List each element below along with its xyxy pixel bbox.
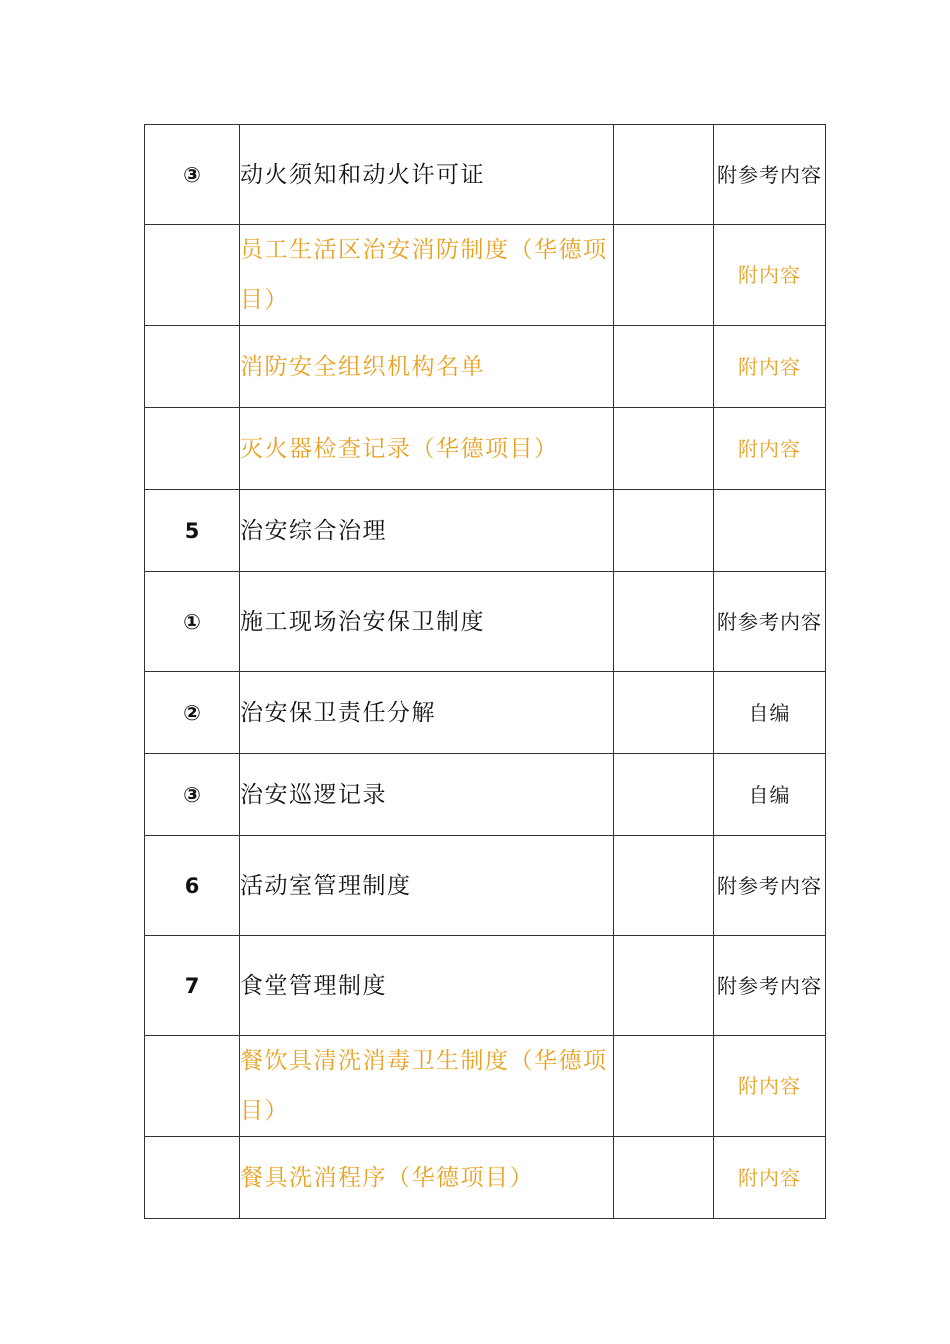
blank-cell [614, 326, 714, 408]
item-number [145, 1137, 240, 1219]
item-title: 员工生活区治安消防制度（华德项目） [240, 225, 614, 326]
item-title: 餐饮具清洗消毒卫生制度（华德项目） [240, 1036, 614, 1137]
item-number: 5 [145, 490, 240, 572]
item-title: 治安综合治理 [240, 490, 614, 572]
item-remark: 附内容 [714, 408, 826, 490]
table-row [145, 490, 826, 572]
item-remark: 自编 [714, 754, 826, 836]
table-row [145, 1036, 826, 1137]
checklist-table [144, 124, 826, 1219]
table-row [145, 326, 826, 408]
blank-cell [614, 754, 714, 836]
blank-cell [614, 572, 714, 672]
item-remark: 附内容 [714, 225, 826, 326]
blank-cell [614, 490, 714, 572]
item-title: 食堂管理制度 [240, 936, 614, 1036]
item-title: 灭火器检查记录（华德项目） [240, 408, 614, 490]
table-row [145, 225, 826, 326]
blank-cell [614, 672, 714, 754]
table-row [145, 1137, 826, 1219]
blank-cell [614, 1036, 714, 1137]
item-remark: 附参考内容 [714, 125, 826, 225]
table-row [145, 936, 826, 1036]
item-title: 动火须知和动火许可证 [240, 125, 614, 225]
blank-cell [614, 936, 714, 1036]
blank-cell [614, 836, 714, 936]
table-row [145, 408, 826, 490]
item-title: 消防安全组织机构名单 [240, 326, 614, 408]
item-remark: 附内容 [714, 1036, 826, 1137]
table-row [145, 754, 826, 836]
item-remark: 附参考内容 [714, 936, 826, 1036]
item-number [145, 326, 240, 408]
item-number: ③ [145, 125, 240, 225]
item-number: ② [145, 672, 240, 754]
item-remark: 附参考内容 [714, 572, 826, 672]
blank-cell [614, 408, 714, 490]
item-number [145, 408, 240, 490]
table-row [145, 125, 826, 225]
blank-cell [614, 125, 714, 225]
table-row [145, 836, 826, 936]
blank-cell [614, 225, 714, 326]
item-title: 治安保卫责任分解 [240, 672, 614, 754]
item-title: 餐具洗消程序（华德项目） [240, 1137, 614, 1219]
table-row [145, 672, 826, 754]
item-number: ① [145, 572, 240, 672]
item-remark [714, 490, 826, 572]
item-remark: 附内容 [714, 326, 826, 408]
item-title: 活动室管理制度 [240, 836, 614, 936]
item-remark: 附内容 [714, 1137, 826, 1219]
item-title: 治安巡逻记录 [240, 754, 614, 836]
item-number: 7 [145, 936, 240, 1036]
blank-cell [614, 1137, 714, 1219]
item-remark: 附参考内容 [714, 836, 826, 936]
item-number: 6 [145, 836, 240, 936]
item-remark: 自编 [714, 672, 826, 754]
table-row [145, 572, 826, 672]
item-number: ③ [145, 754, 240, 836]
item-title: 施工现场治安保卫制度 [240, 572, 614, 672]
item-number [145, 1036, 240, 1137]
item-number [145, 225, 240, 326]
